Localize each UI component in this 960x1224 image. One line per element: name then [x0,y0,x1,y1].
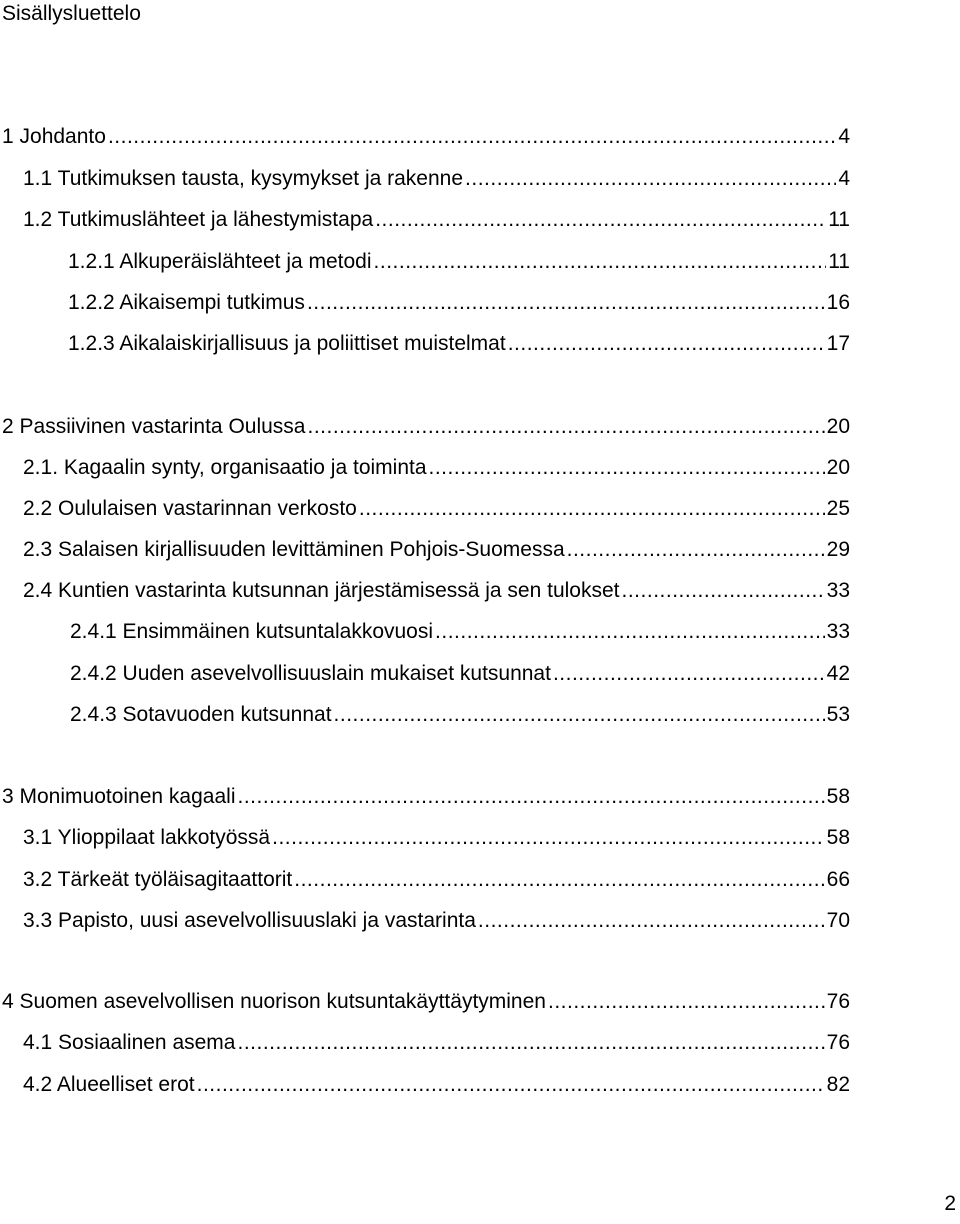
toc-entry-2[interactable] [2,413,850,441]
toc-entry-2-1[interactable] [23,454,850,482]
toc-leader-dots [308,413,825,441]
toc-entry-label: 2.3 Salaisen kirjallisuuden levittäminen Pohjois-Suomessa [23,538,565,561]
toc-entry-4-1[interactable] [23,1029,850,1057]
toc-entry-label: 2.1. Kagaalin synty, organisaatio ja toiminta [23,456,427,479]
toc-entry-label: 2.4.3 Sotavuoden kutsunnat [70,703,332,726]
toc-entry-label: 1.2.3 Aikalaiskirjallisuus ja poliittiset muistelmat [68,332,506,355]
toc-page-number: 82 [826,1073,850,1096]
toc-page-number: 20 [826,456,850,479]
toc-entry-2-3[interactable] [23,536,850,564]
toc-entry-label: 2.4.1 Ensimmäinen kutsuntalakkovuosi [70,620,434,643]
toc-entry-2-4[interactable] [23,577,850,605]
toc-page-number: 16 [826,291,850,314]
toc-entry-3-1[interactable] [23,824,850,852]
toc-entry-label: 2.4 Kuntien vastarinta kutsunnan järjestämisessä ja sen tulokset [23,579,620,602]
toc-entry-label: 4.1 Sosiaalinen asema [23,1031,236,1054]
toc-entry-1-2[interactable] [23,206,850,234]
toc-entry-4-2[interactable] [23,1071,850,1099]
toc-leader-dots [567,536,825,564]
toc-leader-dots [237,1029,824,1057]
toc-page-number: 70 [826,909,850,932]
toc-page-number: 76 [826,990,850,1013]
toc-page-number: 42 [826,662,850,685]
toc-page-number: 4 [838,167,850,190]
toc-leader-dots [375,206,826,234]
toc-leader-dots [197,1071,825,1099]
toc-entry-label: 4.2 Alueelliset erot [23,1073,195,1096]
toc-page-number: 33 [826,620,850,643]
toc-entry-label: 1 Johdanto [2,125,106,148]
toc-page-number: 58 [826,785,850,808]
toc-page-number: 20 [826,415,850,438]
toc-entry-1-2-2[interactable] [68,289,850,317]
toc-leader-dots [272,824,825,852]
toc-page-number: 58 [826,826,850,849]
toc-page-number: 29 [826,538,850,561]
toc-entry-label: 2 Passiivinen vastarinta Oulussa [2,415,306,438]
toc-page-number: 4 [838,125,850,148]
toc-entry-label: 2.4.2 Uuden asevelvollisuuslain mukaiset kutsunnat [70,662,551,685]
toc-entry-1-2-1[interactable] [68,248,850,276]
toc-leader-dots [478,907,825,935]
toc-entry-label: 3 Monimuotoinen kagaali [2,785,236,808]
toc-entry-1[interactable] [2,123,850,151]
toc-entry-label: 1.1 Tutkimuksen tausta, kysymykset ja rakenne [23,167,464,190]
toc-leader-dots [334,701,825,729]
toc-page-number: 11 [828,250,850,273]
toc-leader-dots [374,248,827,276]
toc-entry-2-2[interactable] [23,495,850,523]
toc-entry-label: 1.2.2 Aikaisempi tutkimus [68,291,305,314]
toc-page-number: 53 [826,703,850,726]
toc-entry-2-4-2[interactable] [70,660,850,688]
toc-entry-label: 4 Suomen asevelvollisen nuorison kutsuntakäyttäytyminen [2,990,546,1013]
toc-entry-1-2-3[interactable] [68,330,850,358]
toc-page-number: 17 [826,332,850,355]
toc-entry-label: 2.2 Oululaisen vastarinnan verkosto [23,497,357,520]
toc-leader-dots [508,330,825,358]
toc-entry-label: 3.1 Ylioppilaat lakkotyössä [23,826,271,849]
page-title: Sisällysluettelo [2,2,141,25]
toc-page-number: 11 [828,208,850,231]
toc-leader-dots [465,165,836,193]
toc-page-number: 25 [826,497,850,520]
toc-entry-2-4-1[interactable] [70,618,850,646]
toc-leader-dots [548,988,825,1016]
toc-entry-1-1[interactable] [23,165,850,193]
page-number: 2 [944,1192,956,1215]
toc-leader-dots [294,866,824,894]
toc-entry-4[interactable] [2,988,850,1016]
toc-leader-dots [108,123,836,151]
toc-entry-label: 1.2.1 Alkuperäislähteet ja metodi [68,250,372,273]
toc-leader-dots [622,577,825,605]
toc-leader-dots [429,454,825,482]
toc-page-number: 66 [826,868,850,891]
toc-page-number: 76 [826,1031,850,1054]
toc-entry-label: 3.2 Tärkeät työläisagitaattorit [23,868,293,891]
toc-leader-dots [237,783,824,811]
toc-entry-label: 1.2 Tutkimuslähteet ja lähestymistapa [23,208,374,231]
toc-leader-dots [553,660,825,688]
toc-entry-3[interactable] [2,783,850,811]
toc-entry-3-2[interactable] [23,866,850,894]
toc-entry-2-4-3[interactable] [70,701,850,729]
toc-page-number: 33 [826,579,850,602]
toc-entry-label: 3.3 Papisto, uusi asevelvollisuuslaki ja vastarinta [23,909,476,932]
toc-leader-dots [359,495,825,523]
toc-entry-3-3[interactable] [23,907,850,935]
toc-leader-dots [307,289,825,317]
toc-leader-dots [435,618,825,646]
